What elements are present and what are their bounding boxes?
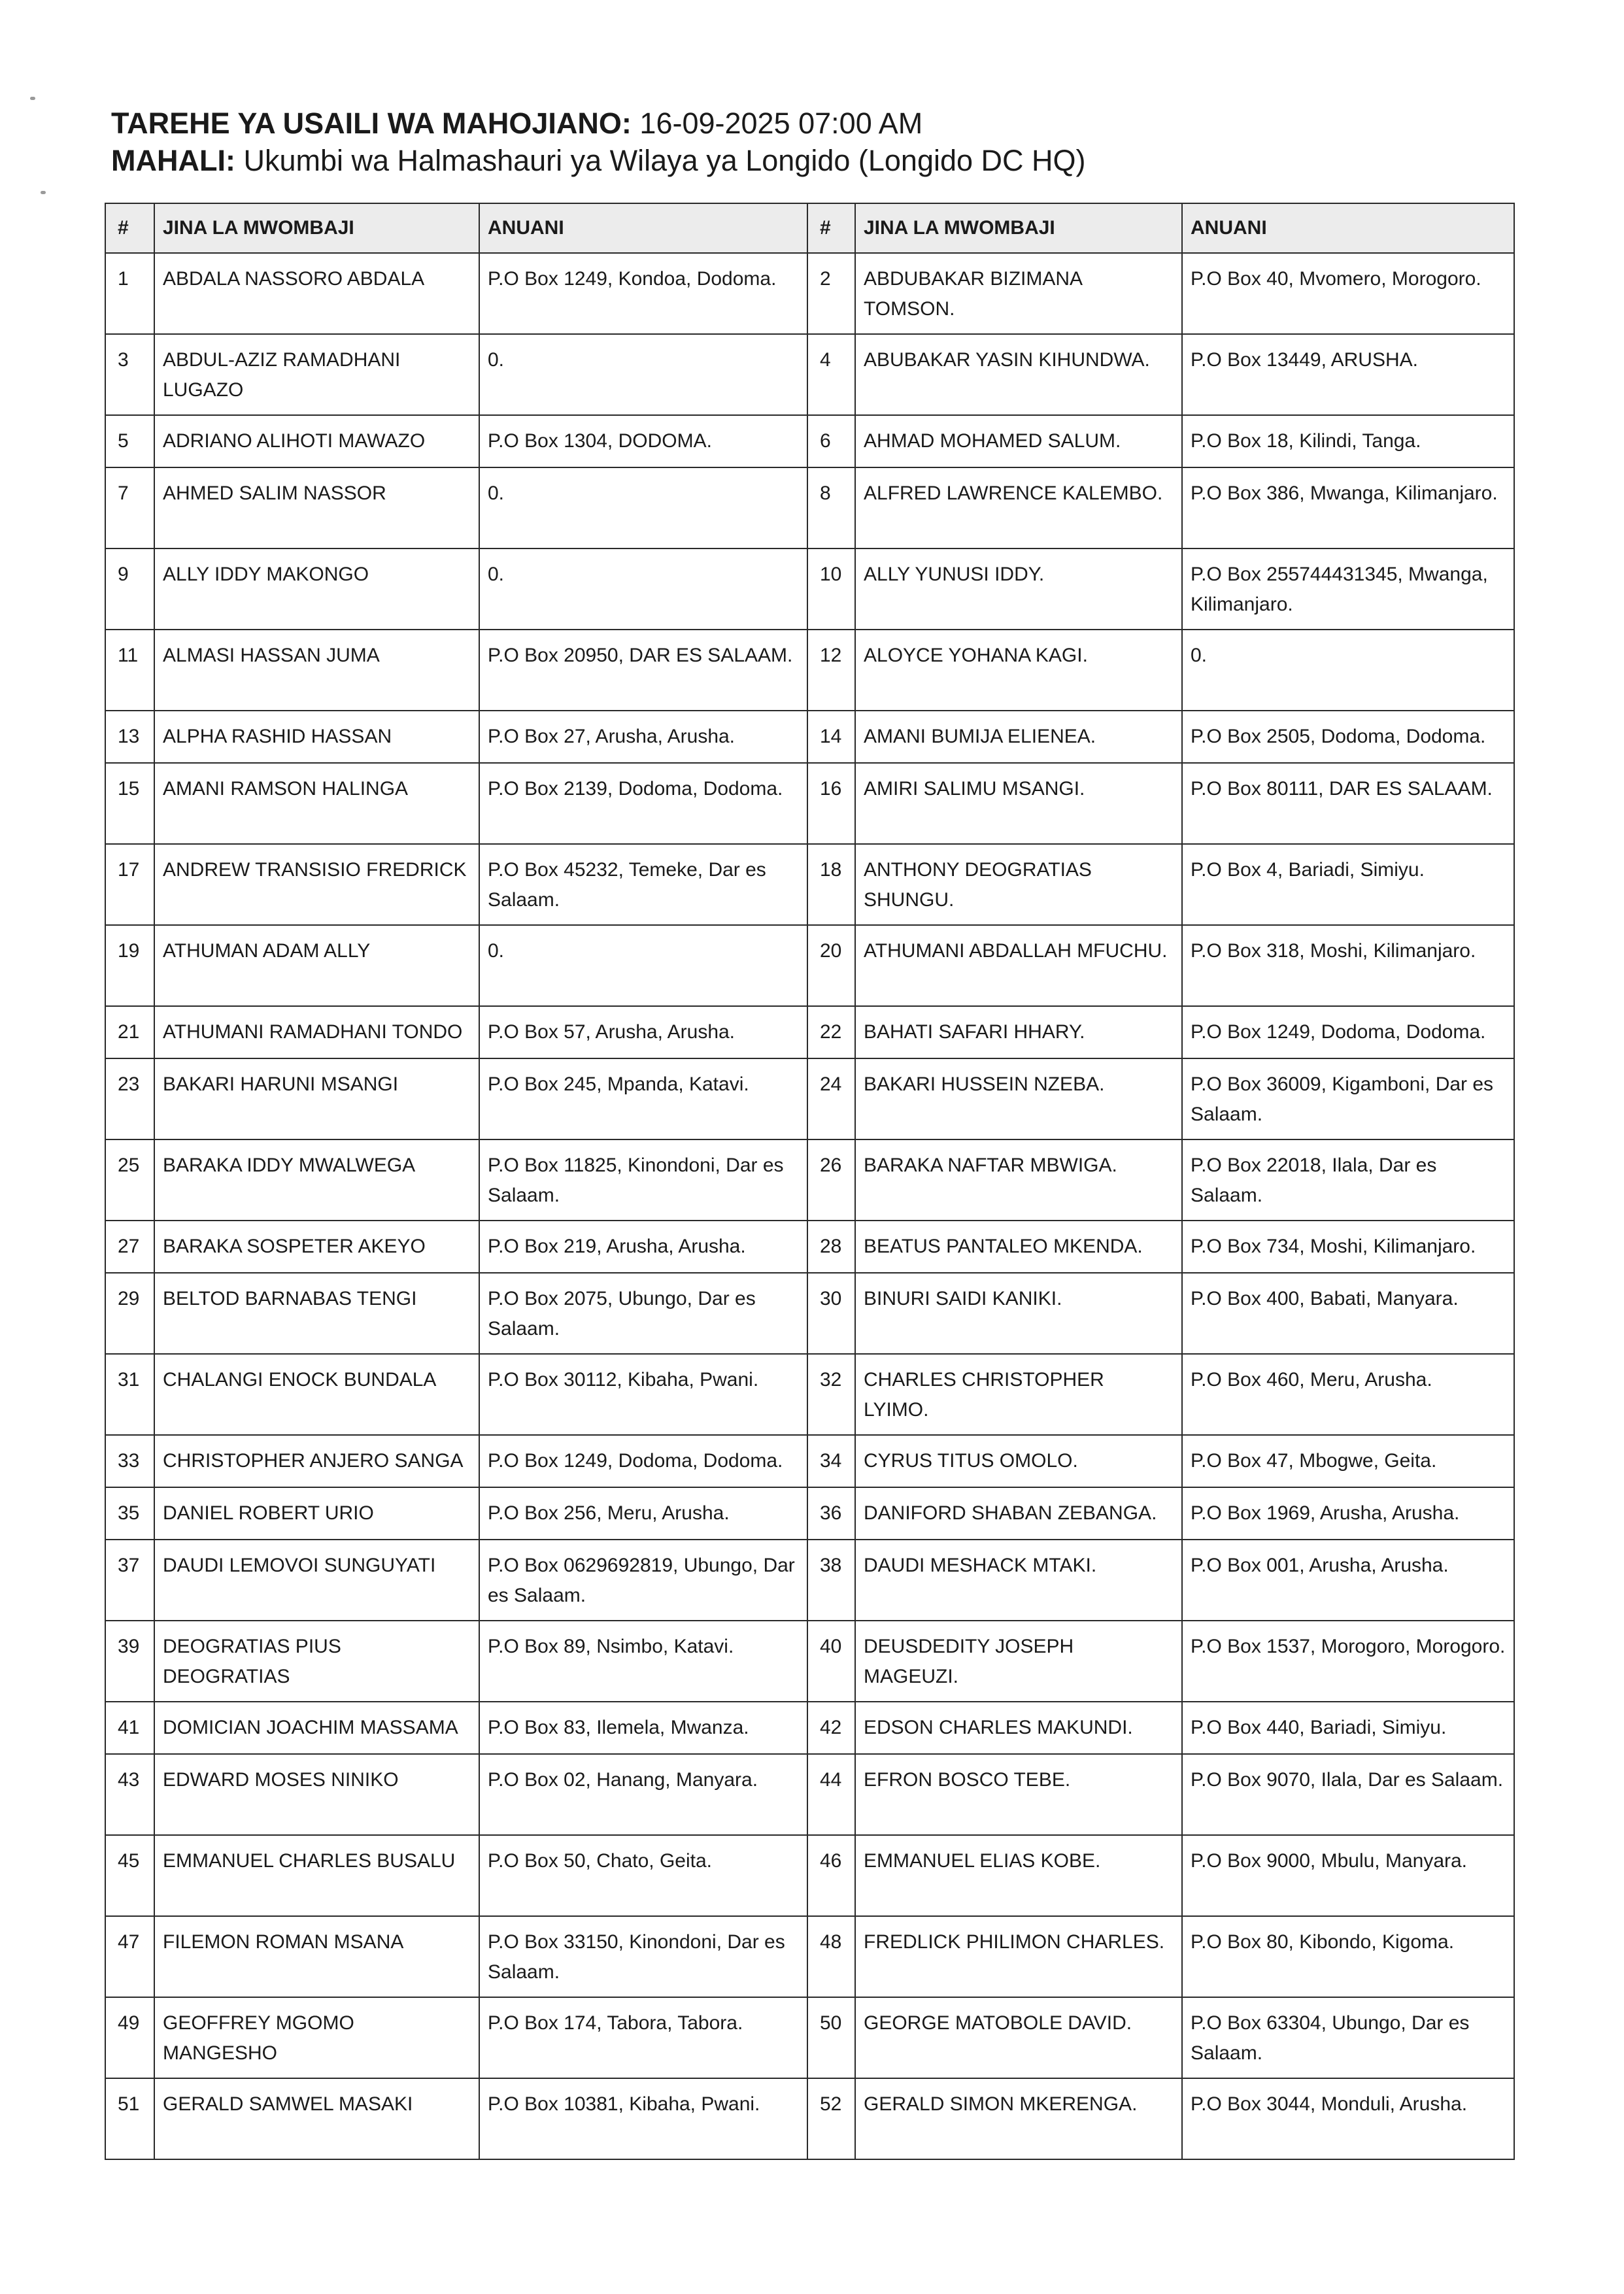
row-number: 19: [105, 925, 154, 1006]
row-number: 35: [105, 1487, 154, 1540]
applicant-name: ALOYCE YOHANA KAGI.: [855, 630, 1182, 711]
applicant-address: P.O Box 1249, Dodoma, Dodoma.: [1182, 1006, 1514, 1058]
applicant-name: AMANI RAMSON HALINGA: [154, 763, 479, 844]
applicant-name: AMIRI SALIMU MSANGI.: [855, 763, 1182, 844]
table-row: [105, 1487, 1514, 1540]
row-number: 38: [807, 1540, 855, 1621]
applicant-name: CHARLES CHRISTOPHER LYIMO.: [855, 1354, 1182, 1435]
row-number: 8: [807, 467, 855, 548]
applicant-name: CYRUS TITUS OMOLO.: [855, 1435, 1182, 1487]
row-number: 34: [807, 1435, 855, 1487]
row-number: 40: [807, 1621, 855, 1702]
table-row: [105, 253, 1514, 334]
applicant-address: P.O Box 386, Mwanga, Kilimanjaro.: [1182, 467, 1514, 548]
row-number: 48: [807, 1916, 855, 1997]
interview-place-value: Ukumbi wa Halmashauri ya Wilaya ya Longido (Longido DC HQ): [243, 144, 1086, 177]
row-number: 5: [105, 415, 154, 467]
row-number: 36: [807, 1487, 855, 1540]
applicant-name: DOMICIAN JOACHIM MASSAMA: [154, 1702, 479, 1754]
applicant-address: P.O Box 9000, Mbulu, Manyara.: [1182, 1835, 1514, 1916]
applicant-address: P.O Box 18, Kilindi, Tanga.: [1182, 415, 1514, 467]
row-number: 51: [105, 2078, 154, 2159]
table-row: [105, 1754, 1514, 1835]
applicant-name: BEATUS PANTALEO MKENDA.: [855, 1221, 1182, 1273]
row-number: 21: [105, 1006, 154, 1058]
row-number: 43: [105, 1754, 154, 1835]
applicant-address: P.O Box 50, Chato, Geita.: [479, 1835, 807, 1916]
applicant-address: P.O Box 2139, Dodoma, Dodoma.: [479, 763, 807, 844]
applicant-name: DEUSDEDITY JOSEPH MAGEUZI.: [855, 1621, 1182, 1702]
applicant-address: P.O Box 245, Mpanda, Katavi.: [479, 1058, 807, 1139]
row-number: 6: [807, 415, 855, 467]
scan-speck: [30, 97, 35, 100]
table-row: [105, 1621, 1514, 1702]
applicant-address: P.O Box 174, Tabora, Tabora.: [479, 1997, 807, 2078]
applicant-address: P.O Box 27, Arusha, Arusha.: [479, 711, 807, 763]
row-number: 12: [807, 630, 855, 711]
row-number: 37: [105, 1540, 154, 1621]
applicants-table: [105, 203, 1515, 2160]
row-number: 17: [105, 844, 154, 925]
applicant-address: P.O Box 734, Moshi, Kilimanjaro.: [1182, 1221, 1514, 1273]
row-number: 13: [105, 711, 154, 763]
applicant-address: P.O Box 45232, Temeke, Dar es Salaam.: [479, 844, 807, 925]
applicant-name: GEORGE MATOBOLE DAVID.: [855, 1997, 1182, 2078]
applicant-address: P.O Box 47, Mbogwe, Geita.: [1182, 1435, 1514, 1487]
applicant-name: BARAKA NAFTAR MBWIGA.: [855, 1139, 1182, 1221]
table-row: [105, 1058, 1514, 1139]
document-header: [111, 105, 1086, 179]
applicant-address: P.O Box 57, Arusha, Arusha.: [479, 1006, 807, 1058]
row-number: 49: [105, 1997, 154, 2078]
row-number: 46: [807, 1835, 855, 1916]
applicant-name: ABDUL-AZIZ RAMADHANI LUGAZO: [154, 334, 479, 415]
table-header-row: [105, 203, 1514, 253]
table-row: [105, 467, 1514, 548]
column-header-name: JINA LA MWOMBAJI: [154, 203, 479, 253]
applicant-address: 0.: [479, 334, 807, 415]
applicant-name: ANTHONY DEOGRATIAS SHUNGU.: [855, 844, 1182, 925]
applicant-address: P.O Box 2505, Dodoma, Dodoma.: [1182, 711, 1514, 763]
interview-date-line: [111, 105, 1086, 142]
row-number: 14: [807, 711, 855, 763]
applicant-address: P.O Box 02, Hanang, Manyara.: [479, 1754, 807, 1835]
applicant-name: DANIFORD SHABAN ZEBANGA.: [855, 1487, 1182, 1540]
applicant-name: CHALANGI ENOCK BUNDALA: [154, 1354, 479, 1435]
table-row: [105, 1273, 1514, 1354]
column-header-address: ANUANI: [1182, 203, 1514, 253]
column-header-number: #: [807, 203, 855, 253]
applicant-address: P.O Box 9070, Ilala, Dar es Salaam.: [1182, 1754, 1514, 1835]
applicant-name: ALLY YUNUSI IDDY.: [855, 548, 1182, 630]
row-number: 31: [105, 1354, 154, 1435]
row-number: 9: [105, 548, 154, 630]
applicant-name: ALLY IDDY MAKONGO: [154, 548, 479, 630]
applicant-address: P.O Box 80, Kibondo, Kigoma.: [1182, 1916, 1514, 1997]
interview-place-line: [111, 142, 1086, 179]
applicant-address: P.O Box 40, Mvomero, Morogoro.: [1182, 253, 1514, 334]
applicant-address: P.O Box 001, Arusha, Arusha.: [1182, 1540, 1514, 1621]
column-header-name: JINA LA MWOMBAJI: [855, 203, 1182, 253]
row-number: 27: [105, 1221, 154, 1273]
row-number: 4: [807, 334, 855, 415]
table-row: [105, 548, 1514, 630]
applicant-address: P.O Box 256, Meru, Arusha.: [479, 1487, 807, 1540]
table-row: [105, 1997, 1514, 2078]
applicant-address: P.O Box 1969, Arusha, Arusha.: [1182, 1487, 1514, 1540]
applicant-address: P.O Box 33150, Kinondoni, Dar es Salaam.: [479, 1916, 807, 1997]
applicant-address: 0.: [479, 925, 807, 1006]
applicant-address: P.O Box 11825, Kinondoni, Dar es Salaam.: [479, 1139, 807, 1221]
applicant-address: P.O Box 36009, Kigamboni, Dar es Salaam.: [1182, 1058, 1514, 1139]
row-number: 25: [105, 1139, 154, 1221]
applicant-address: P.O Box 400, Babati, Manyara.: [1182, 1273, 1514, 1354]
applicant-address: P.O Box 440, Bariadi, Simiyu.: [1182, 1702, 1514, 1754]
applicant-address: P.O Box 20950, DAR ES SALAAM.: [479, 630, 807, 711]
applicant-address: P.O Box 10381, Kibaha, Pwani.: [479, 2078, 807, 2159]
applicant-address: P.O Box 318, Moshi, Kilimanjaro.: [1182, 925, 1514, 1006]
row-number: 7: [105, 467, 154, 548]
applicant-name: BAHATI SAFARI HHARY.: [855, 1006, 1182, 1058]
table-row: [105, 763, 1514, 844]
applicant-address: P.O Box 1537, Morogoro, Morogoro.: [1182, 1621, 1514, 1702]
applicant-name: EMMANUEL CHARLES BUSALU: [154, 1835, 479, 1916]
applicant-name: ATHUMANI RAMADHANI TONDO: [154, 1006, 479, 1058]
row-number: 26: [807, 1139, 855, 1221]
applicant-name: ALMASI HASSAN JUMA: [154, 630, 479, 711]
applicant-address: P.O Box 22018, Ilala, Dar es Salaam.: [1182, 1139, 1514, 1221]
column-header-number: #: [105, 203, 154, 253]
row-number: 28: [807, 1221, 855, 1273]
applicant-address: P.O Box 0629692819, Ubungo, Dar es Salaam.: [479, 1540, 807, 1621]
applicant-name: BAKARI HARUNI MSANGI: [154, 1058, 479, 1139]
column-header-address: ANUANI: [479, 203, 807, 253]
row-number: 1: [105, 253, 154, 334]
applicant-name: GEOFFREY MGOMO MANGESHO: [154, 1997, 479, 2078]
applicant-address: P.O Box 89, Nsimbo, Katavi.: [479, 1621, 807, 1702]
applicant-address: P.O Box 2075, Ubungo, Dar es Salaam.: [479, 1273, 807, 1354]
applicant-name: AHMAD MOHAMED SALUM.: [855, 415, 1182, 467]
applicant-name: ATHUMANI ABDALLAH MFUCHU.: [855, 925, 1182, 1006]
applicant-name: EDSON CHARLES MAKUNDI.: [855, 1702, 1182, 1754]
row-number: 2: [807, 253, 855, 334]
applicant-address: P.O Box 460, Meru, Arusha.: [1182, 1354, 1514, 1435]
interview-date-value: 16-09-2025 07:00 AM: [639, 107, 923, 140]
row-number: 41: [105, 1702, 154, 1754]
applicant-name: ALPHA RASHID HASSAN: [154, 711, 479, 763]
table-row: [105, 1006, 1514, 1058]
applicant-name: ADRIANO ALIHOTI MAWAZO: [154, 415, 479, 467]
applicant-address: 0.: [479, 548, 807, 630]
table-row: [105, 1435, 1514, 1487]
applicant-name: FILEMON ROMAN MSANA: [154, 1916, 479, 1997]
table-row: [105, 1916, 1514, 1997]
applicant-name: BELTOD BARNABAS TENGI: [154, 1273, 479, 1354]
table-row: [105, 1835, 1514, 1916]
row-number: 42: [807, 1702, 855, 1754]
row-number: 24: [807, 1058, 855, 1139]
interview-date-label: TAREHE YA USAILI WA MAHOJIANO:: [111, 107, 632, 140]
applicant-name: ABUBAKAR YASIN KIHUNDWA.: [855, 334, 1182, 415]
table-row: [105, 630, 1514, 711]
table-row: [105, 415, 1514, 467]
applicant-name: CHRISTOPHER ANJERO SANGA: [154, 1435, 479, 1487]
applicant-name: EDWARD MOSES NINIKO: [154, 1754, 479, 1835]
applicant-address: 0.: [479, 467, 807, 548]
applicant-name: BARAKA IDDY MWALWEGA: [154, 1139, 479, 1221]
table-row: [105, 1540, 1514, 1621]
applicant-address: P.O Box 30112, Kibaha, Pwani.: [479, 1354, 807, 1435]
row-number: 20: [807, 925, 855, 1006]
row-number: 11: [105, 630, 154, 711]
applicant-name: BINURI SAIDI KANIKI.: [855, 1273, 1182, 1354]
row-number: 47: [105, 1916, 154, 1997]
applicant-name: DAUDI MESHACK MTAKI.: [855, 1540, 1182, 1621]
row-number: 23: [105, 1058, 154, 1139]
table-row: [105, 844, 1514, 925]
applicant-name: GERALD SIMON MKERENGA.: [855, 2078, 1182, 2159]
row-number: 30: [807, 1273, 855, 1354]
row-number: 44: [807, 1754, 855, 1835]
applicant-name: AHMED SALIM NASSOR: [154, 467, 479, 548]
applicant-address: P.O Box 4, Bariadi, Simiyu.: [1182, 844, 1514, 925]
applicant-name: BARAKA SOSPETER AKEYO: [154, 1221, 479, 1273]
applicant-name: EMMANUEL ELIAS KOBE.: [855, 1835, 1182, 1916]
table-row: [105, 711, 1514, 763]
row-number: 15: [105, 763, 154, 844]
row-number: 45: [105, 1835, 154, 1916]
applicant-address: P.O Box 63304, Ubungo, Dar es Salaam.: [1182, 1997, 1514, 2078]
applicant-name: EFRON BOSCO TEBE.: [855, 1754, 1182, 1835]
applicant-name: AMANI BUMIJA ELIENEA.: [855, 711, 1182, 763]
applicant-name: DEOGRATIAS PIUS DEOGRATIAS: [154, 1621, 479, 1702]
row-number: 22: [807, 1006, 855, 1058]
row-number: 16: [807, 763, 855, 844]
applicant-address: P.O Box 219, Arusha, Arusha.: [479, 1221, 807, 1273]
table-row: [105, 1139, 1514, 1221]
applicant-address: P.O Box 1304, DODOMA.: [479, 415, 807, 467]
row-number: 33: [105, 1435, 154, 1487]
applicant-name: FREDLICK PHILIMON CHARLES.: [855, 1916, 1182, 1997]
applicant-name: ALFRED LAWRENCE KALEMBO.: [855, 467, 1182, 548]
applicant-address: P.O Box 83, Ilemela, Mwanza.: [479, 1702, 807, 1754]
applicant-name: DAUDI LEMOVOI SUNGUYATI: [154, 1540, 479, 1621]
row-number: 50: [807, 1997, 855, 2078]
table-row: [105, 1221, 1514, 1273]
applicant-name: DANIEL ROBERT URIO: [154, 1487, 479, 1540]
applicant-address: P.O Box 255744431345, Mwanga, Kilimanjaro.: [1182, 548, 1514, 630]
row-number: 32: [807, 1354, 855, 1435]
applicant-name: ABDUBAKAR BIZIMANA TOMSON.: [855, 253, 1182, 334]
row-number: 18: [807, 844, 855, 925]
applicant-name: ABDALA NASSORO ABDALA: [154, 253, 479, 334]
table-row: [105, 334, 1514, 415]
table-row: [105, 1702, 1514, 1754]
applicant-address: P.O Box 80111, DAR ES SALAAM.: [1182, 763, 1514, 844]
applicant-address: P.O Box 13449, ARUSHA.: [1182, 334, 1514, 415]
row-number: 29: [105, 1273, 154, 1354]
table-row: [105, 925, 1514, 1006]
table-row: [105, 2078, 1514, 2159]
applicant-name: ATHUMAN ADAM ALLY: [154, 925, 479, 1006]
interview-place-label: MAHALI:: [111, 144, 235, 177]
row-number: 52: [807, 2078, 855, 2159]
applicant-address: P.O Box 1249, Dodoma, Dodoma.: [479, 1435, 807, 1487]
applicant-address: P.O Box 3044, Monduli, Arusha.: [1182, 2078, 1514, 2159]
table-row: [105, 1354, 1514, 1435]
scan-speck: [41, 191, 46, 194]
applicant-name: BAKARI HUSSEIN NZEBA.: [855, 1058, 1182, 1139]
applicant-address: 0.: [1182, 630, 1514, 711]
applicant-name: GERALD SAMWEL MASAKI: [154, 2078, 479, 2159]
applicant-address: P.O Box 1249, Kondoa, Dodoma.: [479, 253, 807, 334]
row-number: 3: [105, 334, 154, 415]
row-number: 10: [807, 548, 855, 630]
applicant-name: ANDREW TRANSISIO FREDRICK: [154, 844, 479, 925]
row-number: 39: [105, 1621, 154, 1702]
